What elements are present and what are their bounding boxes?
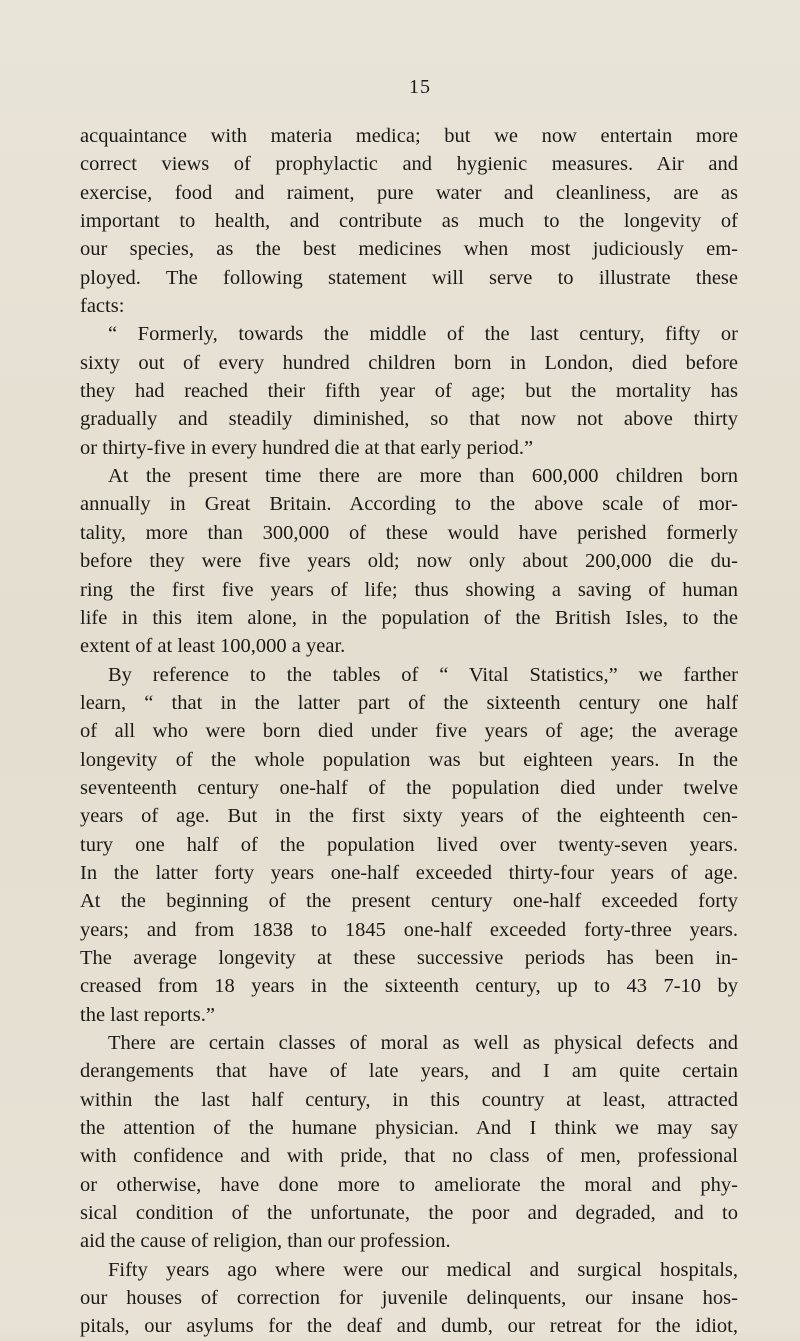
text-line: the last reports.” [80,1003,215,1026]
text-line: Fifty years ago where were our medical and surgical hospitals, [108,1258,738,1281]
text-line: There are certain classes of moral as well as physical defects and [108,1032,738,1054]
text-line: important to health, and contribute as much to the longevity of [80,210,738,233]
text-line: pitals, our asylums for the deaf and dumb, our retreat for the idiot, [80,1315,738,1338]
text-line: By reference to the tables of “ Vital Statistics,” we farther [108,663,738,686]
text-line: within the last half century, in this country at least, attracted [80,1088,738,1111]
text-line: they had reached their fifth year of age; but the mortality has [80,380,738,403]
text-line: correct views of prophylactic and hygienic measures. Air and [80,153,738,176]
text-line: years; and from 1838 to 1845 one-half exceeded forty-three years. [80,918,738,941]
text-line: or thirty-five in every hundred die at that early period.” [80,436,534,459]
text-line: years of age. But in the first sixty years of the eighteenth cen- [80,805,738,828]
text-line: ring the first five years of life; thus showing a saving of human [80,578,738,601]
text-line: derangements that have of late years, and I am quite certain [80,1060,738,1083]
text-line: At the present time there are more than 600,000 children born [108,465,738,488]
text-line: our houses of correction for juvenile delinquents, our insane hos- [80,1287,738,1310]
text-line: acquaintance with materia medica; but we now entertain more [80,125,738,147]
text-line: ployed. The following statement will serve to illustrate these [80,266,738,289]
text-line: gradually and steadily diminished, so that now not above thirty [80,408,738,431]
text-line: extent of at least 100,000 a year. [80,635,346,658]
text-line: life in this item alone, in the population of the British Isles, to the [80,606,738,629]
text-line: The average longevity at these successive periods has been in- [80,946,738,969]
text-line: tury one half of the population lived over twenty-seven years. [80,833,738,856]
text-line: before they were five years old; now only about 200,000 die du- [80,550,738,573]
text-line: our species, as the best medicines when most judiciously em- [80,238,738,261]
text-line: sixty out of every hundred children born in London, died before [80,351,738,374]
text-line: At the beginning of the present century one-half exceeded forty [80,890,738,913]
text-line: facts: [80,295,125,318]
text-line: longevity of the whole population was but eighteen years. In the [80,748,738,771]
text-line: sical condition of the unfortunate, the poor and degraded, and to [80,1202,738,1225]
text-line: tality, more than 300,000 of these would have perished formerly [80,521,738,544]
text-line: exercise, food and raiment, pure water and cleanliness, are as [80,181,738,204]
body-text [80,122,738,1341]
text-line: or otherwise, have done more to ameliorate the moral and phy- [80,1173,738,1196]
text-line: seventeenth century one-half of the population died under twelve [80,776,738,799]
text-line: aid the cause of religion, than our profession. [80,1230,451,1253]
text-line: learn, “ that in the latter part of the sixteenth century one half [80,691,738,714]
text-line: the attention of the humane physician. And I think we may say [80,1117,738,1140]
text-line: “ Formerly, towards the middle of the last century, fifty or [108,323,738,346]
text-line: of all who were born died under five years of age; the average [80,720,738,743]
text-line: with confidence and with pride, that no class of men, professional [80,1145,738,1168]
text-line: In the latter forty years one-half exceeded thirty-four years of age. [80,861,738,884]
text-line: creased from 18 years in the sixteenth century, up to 43 7-10 by [80,975,738,998]
page-number: 15 [409,76,431,98]
text-line: annually in Great Britain. According to the above scale of mor- [80,493,738,516]
